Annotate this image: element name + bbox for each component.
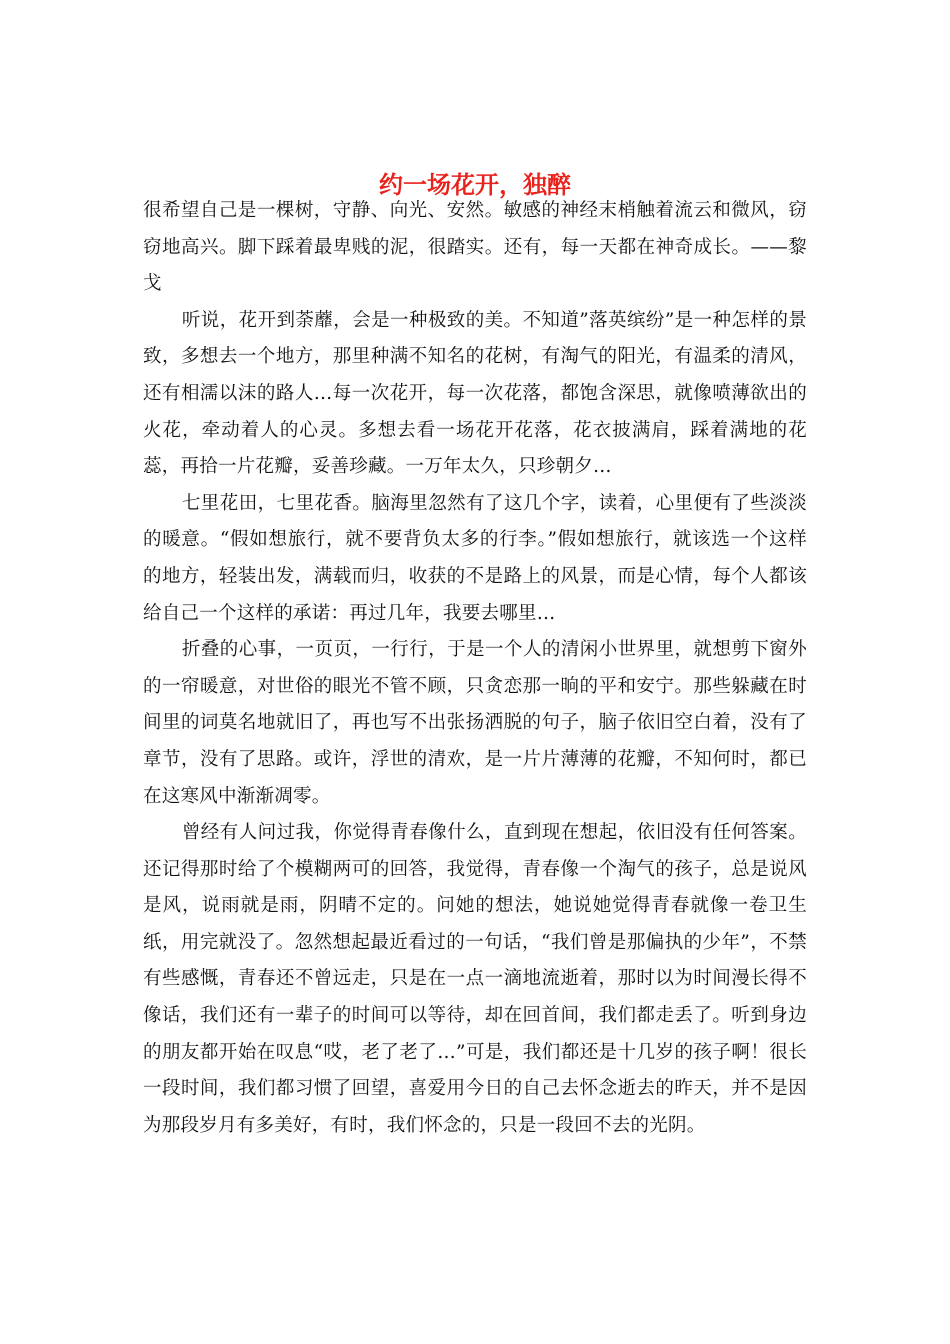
paragraph-epigraph: 很希望自己是一棵树，守静、向光、安然。敏感的神经末梢触着流云和微风，窃窃地高兴。脚下踩着最卑贱的泥，很踏实。还有，每一天都在神奇成长。——黎戈 xyxy=(143,200,807,295)
paragraph: 折叠的心事，一页页，一行行，于是一个人的清闲小世界里，就想剪下窗外的一帘暖意，对世俗的眼光不管不顾，只贪恋那一晌的平和安宁。那些躲藏在时间里的词莫名地就旧了，再也写不出张扬洒脱的句子，脑子依旧空白着，没有了章节，没有了思路。或许，浮世的清欢，是一片片薄薄的花瓣，不知何时，都已在这寒风中渐渐凋零。 xyxy=(143,639,807,807)
document-title: 约一场花开，独醉 xyxy=(379,170,571,200)
paragraph: 曾经有人问过我，你觉得青春像什么，直到现在想起，依旧没有任何答案。还记得那时给了个模糊两可的回答，我觉得，青春像一个淘气的孩子，总是说风是风，说雨就是雨，阴晴不定的。问她的想法，她说她觉得青春就像一卷卫生纸，用完就没了。忽然想起最近看过的一句话，“我们曾是那偏执的少年”，不禁有些感慨，青春还不曾远走，只是在一点一滴地流逝着，那时以为时间漫长得不像话，我们还有一辈子的时间可以等待，却在回首间，我们都走丢了。听到身边的朋友都开始在叹息“哎，老了老了…”可是，我们都还是十几岁的孩子啊！很长一段时间，我们都习惯了回望，喜爱用今日的自己去怀念逝去的昨天，并不是因为那段岁月有多美好，有时，我们怀念的，只是一段回不去的光阴。 xyxy=(143,822,807,1136)
paragraph: 听说，花开到荼蘼，会是一种极致的美。不知道”落英缤纷”是一种怎样的景致，多想去一个地方，那里种满不知名的花树，有淘气的阳光，有温柔的清风，还有相濡以沫的路人…每一次花开，每一次花落，都饱含深思，就像喷薄欲出的火花，牵动着人的心灵。多想去看一场花开花落，花衣披满肩，踩着满地的花蕊，再拾一片花瓣，妥善珍藏。一万年太久，只珍朝夕… xyxy=(143,309,807,478)
paragraph: 七里花田，七里花香。脑海里忽然有了这几个字，读着，心里便有了些淡淡的暖意。“假如想旅行，就不要背负太多的行李。”假如想旅行，就该选一个这样的地方，轻装出发，满载而归，收获的不是路上的风景，而是心情，每个人都该给自己一个这样的承诺：再过几年，我要去哪里… xyxy=(143,492,807,624)
document-body xyxy=(143,193,807,1144)
